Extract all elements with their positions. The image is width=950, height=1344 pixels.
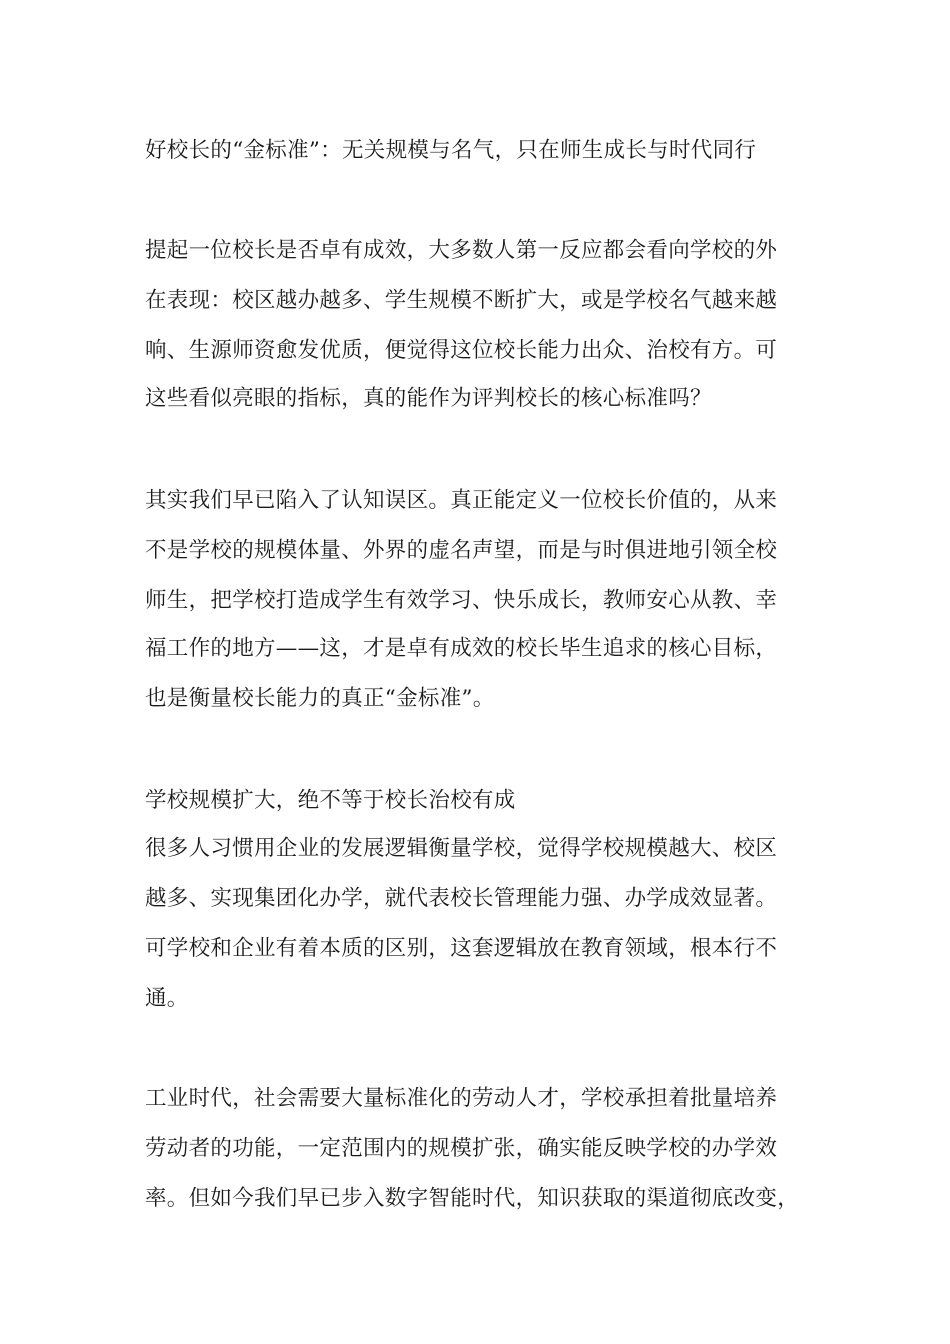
paragraph-line: 通。: [145, 986, 189, 1011]
paragraph-line: 越多、实现集团化办学，就代表校长管理能力强、办学成效显著。: [145, 886, 778, 911]
section-heading: 学校规模扩大，绝不等于校长治校有成: [145, 788, 516, 813]
paragraph-line: 师生，把学校打造成学生有效学习、快乐成长，教师安心从教、幸: [145, 588, 778, 613]
paragraph-line: 率。但如今我们早已步入数字智能时代，知识获取的渠道彻底改变，: [145, 1186, 800, 1211]
document-title: 好校长的“金标准”：无关规模与名气，只在师生成长与时代同行: [145, 138, 757, 163]
paragraph-line: 很多人习惯用企业的发展逻辑衡量学校，觉得学校规模越大、校区: [145, 836, 778, 861]
paragraph-line: 不是学校的规模体量、外界的虚名声望，而是与时俱进地引领全校: [145, 538, 778, 563]
paragraph-line: 福工作的地方——这，才是卓有成效的校长毕生追求的核心目标，: [145, 636, 778, 661]
paragraph-line: 可学校和企业有着本质的区别，这套逻辑放在教育领域，根本行不: [145, 936, 778, 961]
paragraph-line: 也是衡量校长能力的真正“金标准”。: [145, 686, 495, 711]
paragraph-line: 响、生源师资愈发优质，便觉得这位校长能力出众、治校有方。可: [145, 338, 778, 363]
paragraph-line: 在表现：校区越办越多、学生规模不断扩大，或是学校名气越来越: [145, 288, 778, 313]
paragraph-line: 这些看似亮眼的指标，真的能作为评判校长的核心标准吗？: [145, 386, 712, 411]
paragraph-line: 劳动者的功能，一定范围内的规模扩张，确实能反映学校的办学效: [145, 1136, 778, 1161]
paragraph-line: 其实我们早已陷入了认知误区。真正能定义一位校长价值的，从来: [145, 488, 778, 513]
paragraph-line: 工业时代，社会需要大量标准化的劳动人才，学校承担着批量培养: [145, 1086, 778, 1111]
paragraph-line: 提起一位校长是否卓有成效，大多数人第一反应都会看向学校的外: [145, 238, 778, 263]
